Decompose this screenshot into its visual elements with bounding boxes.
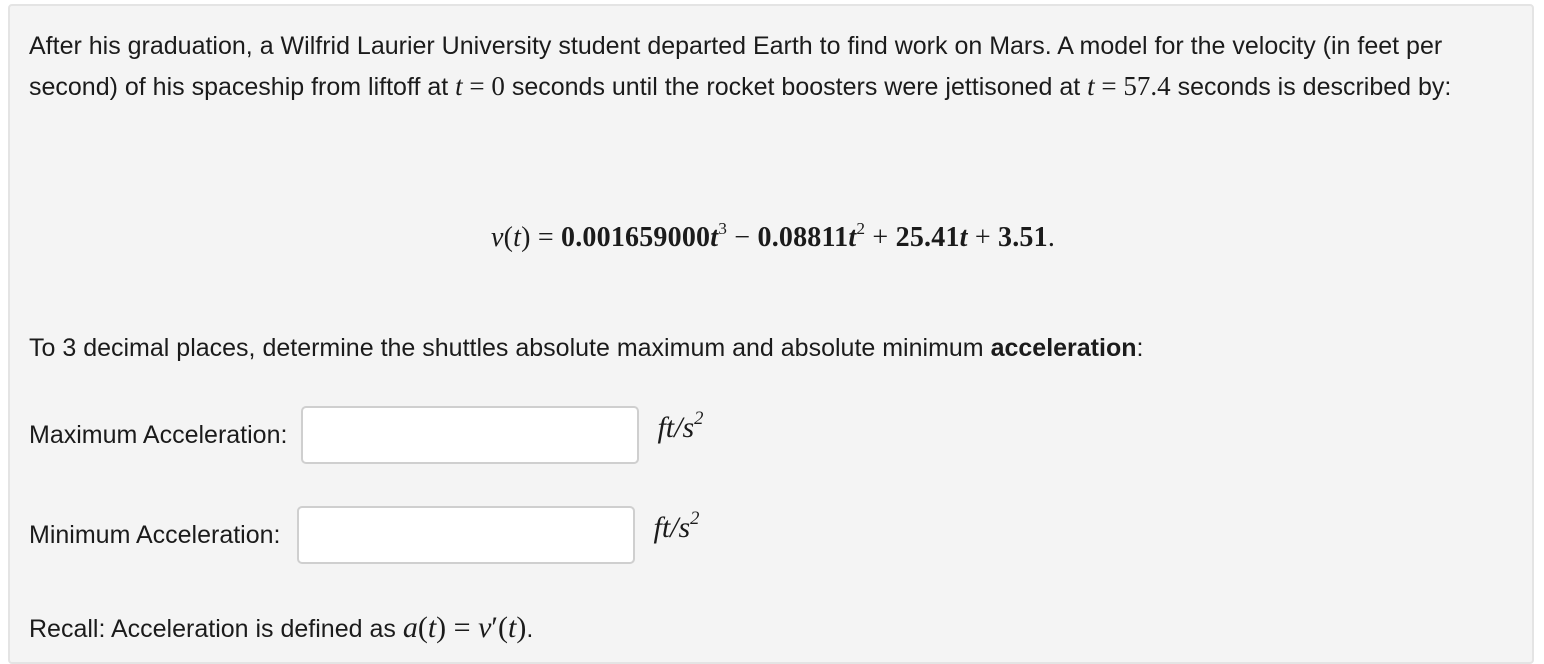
max-acceleration-label: Maximum Acceleration: [29, 421, 288, 449]
equation-period: . [1047, 222, 1056, 253]
instruction-part-2: : [1136, 334, 1144, 362]
exp-cubic: 3 [718, 218, 728, 238]
exp-quadratic: 2 [856, 218, 866, 238]
op-minus: − [727, 222, 758, 253]
var-t-linear: t [959, 222, 968, 253]
min-unit-base: ft/s [653, 511, 691, 544]
coef-quadratic: 0.08811 [757, 222, 849, 253]
velocity-equation: $v(t) = 0.001659000t^3 - 0.08811t^2 + 25.41t + 3.51$. [490, 218, 1056, 253]
min-acceleration-label: Minimum Acceleration: [29, 521, 281, 549]
recall-period: . [526, 615, 534, 643]
jettison-time-math: t = 57.4 [1087, 71, 1171, 101]
intro-text-2: seconds until the rocket boosters were jettisoned at [504, 73, 1088, 101]
coef-constant: 3.51 [998, 222, 1048, 253]
op-plus-1: + [865, 222, 896, 253]
instruction-text [29, 328, 1143, 368]
coef-linear: 25.41 [895, 222, 960, 253]
min-unit-exp: 2 [690, 507, 700, 529]
min-acceleration-input[interactable] [297, 506, 635, 564]
question-panel [8, 4, 1534, 664]
max-unit-exp: 2 [694, 407, 704, 429]
min-acceleration-row [29, 506, 699, 564]
var-t-cubic: t [710, 222, 719, 253]
max-acceleration-unit [657, 408, 703, 448]
op-plus-2: + [967, 222, 999, 253]
max-acceleration-input[interactable] [301, 406, 639, 464]
liftoff-time-math: t = 0 [455, 71, 505, 101]
recall-text: Recall: Acceleration is defined as [29, 615, 403, 643]
recall-hint [29, 608, 533, 649]
max-acceleration-row [29, 406, 703, 464]
coef-cubic: 0.001659000 [561, 222, 711, 253]
problem-statement [29, 26, 1519, 107]
var-t-quadratic: t [848, 222, 857, 253]
intro-text-3: seconds is described by: [1170, 73, 1452, 101]
instruction-bold-term: acceleration [990, 334, 1137, 362]
intro-text-1: After his graduation, a Wilfrid Laurier University student departed Earth to find work on Mars. A model for the velocity (in feet per second) of his spaceship from liftoff at [29, 32, 1443, 101]
max-unit-base: ft/s [657, 411, 695, 444]
min-acceleration-unit [653, 508, 699, 548]
instruction-part-1: To 3 decimal places, determine the shuttles absolute maximum and absolute minimum [29, 334, 991, 362]
recall-math: a(t) = v′(t) [402, 611, 527, 644]
